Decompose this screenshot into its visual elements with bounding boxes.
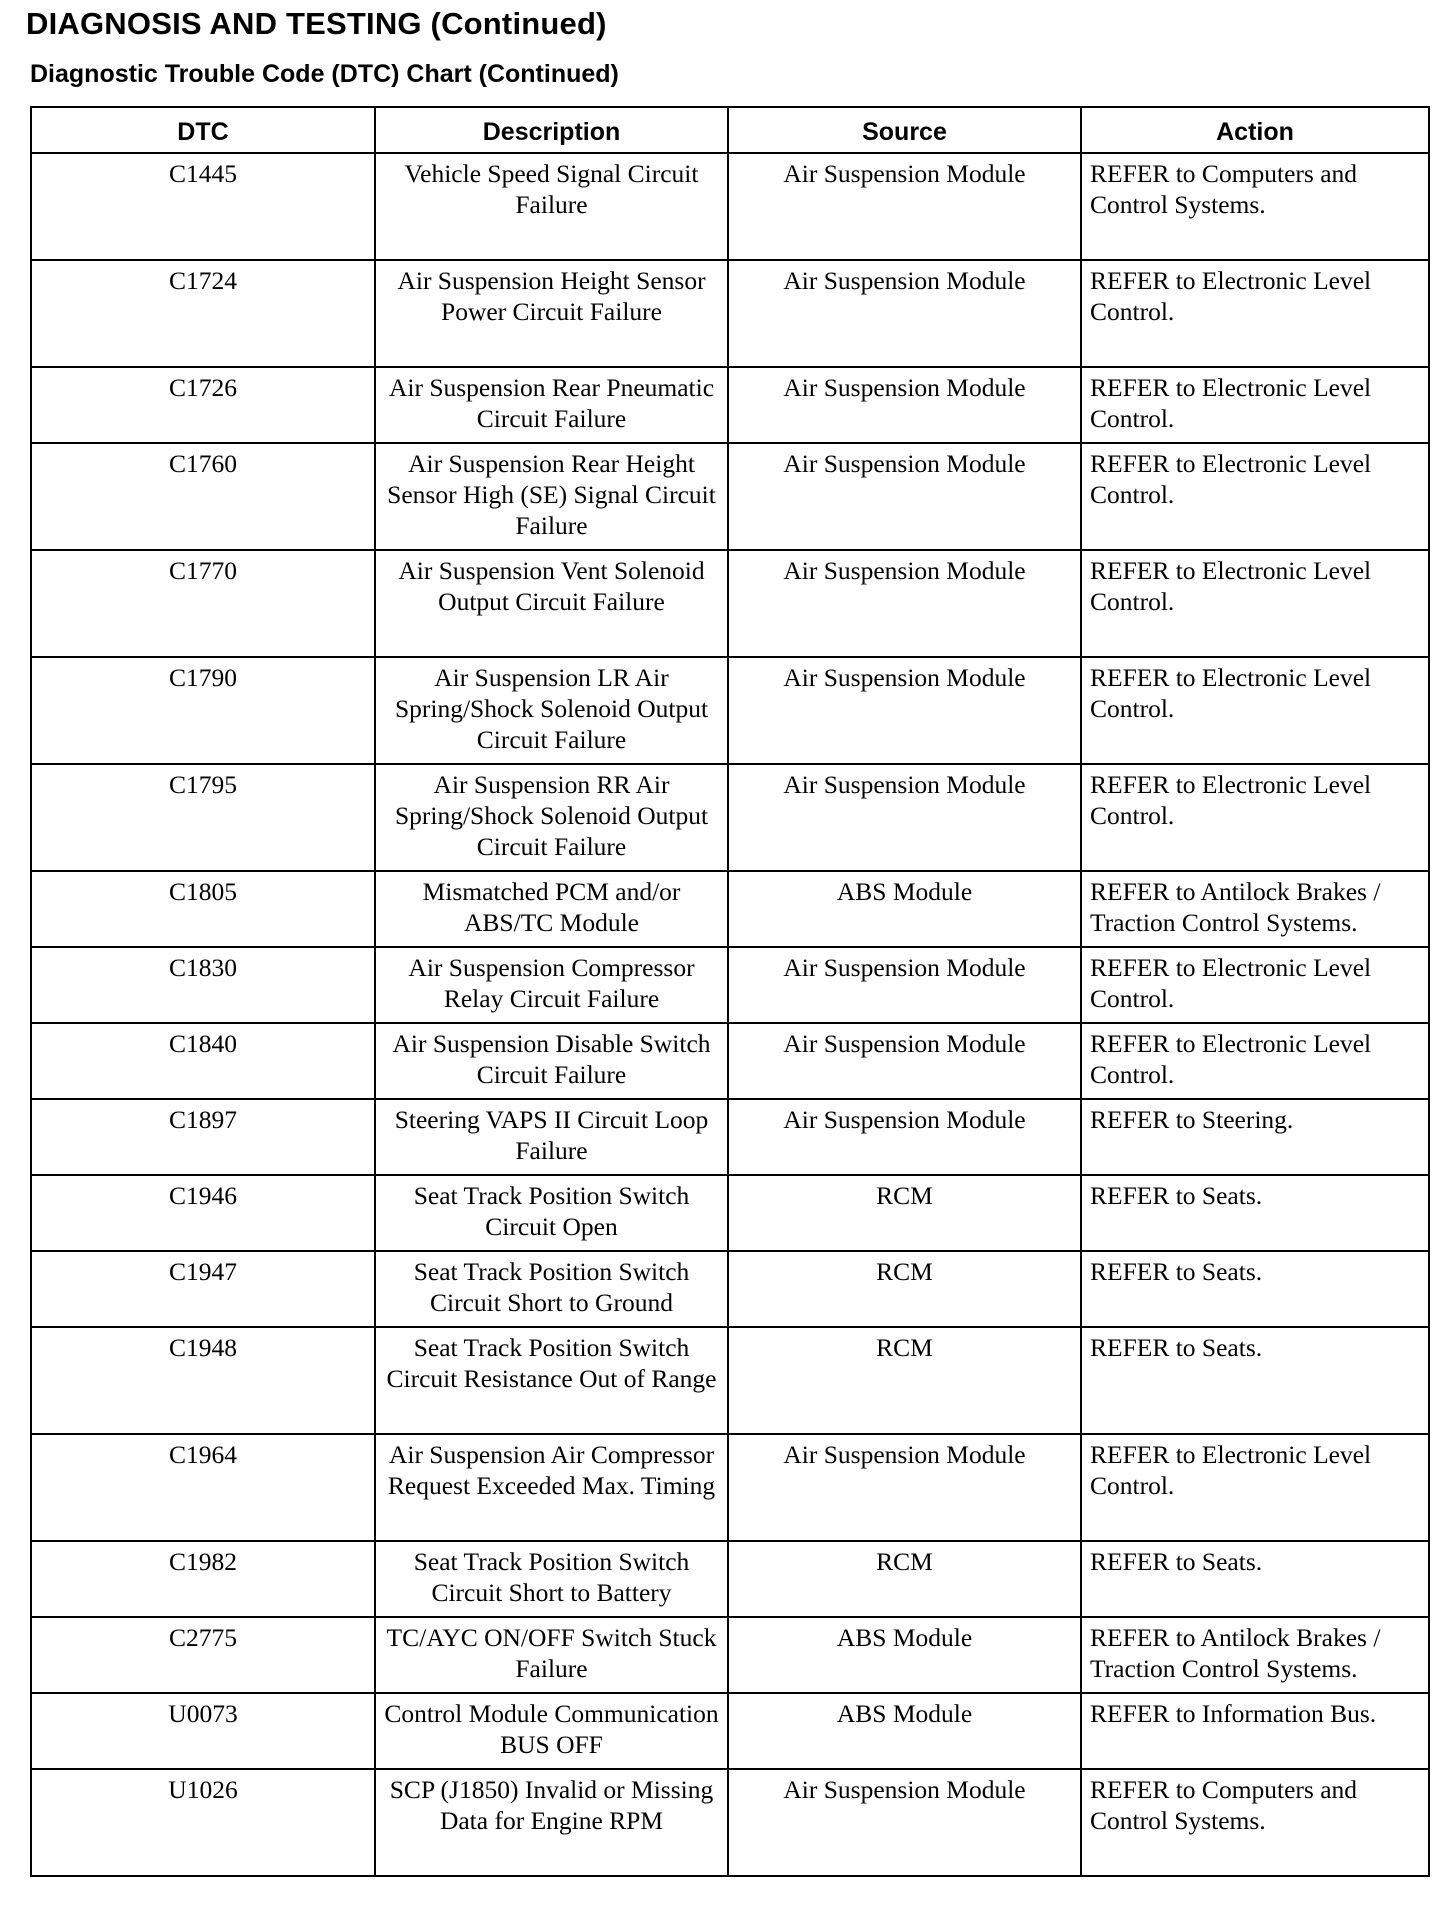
dtc-description: Vehicle Speed Signal Circuit Failure	[375, 153, 728, 260]
table-row	[31, 1023, 1429, 1099]
dtc-source: ABS Module	[728, 1617, 1081, 1693]
dtc-action: REFER to Electronic Level Control.	[1081, 1023, 1429, 1099]
dtc-description: TC/AYC ON/OFF Switch Stuck Failure	[375, 1617, 728, 1693]
table-row	[31, 260, 1429, 367]
dtc-action: REFER to Electronic Level Control.	[1081, 1434, 1429, 1541]
table-row	[31, 871, 1429, 947]
dtc-code: C1445	[31, 153, 375, 260]
dtc-description: Mismatched PCM and/or ABS/TC Module	[375, 871, 728, 947]
dtc-source: Air Suspension Module	[728, 764, 1081, 871]
dtc-action: REFER to Electronic Level Control.	[1081, 443, 1429, 550]
dtc-source: RCM	[728, 1327, 1081, 1434]
dtc-code: U0073	[31, 1693, 375, 1769]
dtc-action: REFER to Seats.	[1081, 1251, 1429, 1327]
dtc-source: Air Suspension Module	[728, 1099, 1081, 1175]
table-row	[31, 1327, 1429, 1434]
page-title: DIAGNOSIS AND TESTING (Continued)	[26, 6, 607, 41]
dtc-description: Seat Track Position Switch Circuit Open	[375, 1175, 728, 1251]
dtc-chart-table	[30, 106, 1430, 1877]
dtc-source: Air Suspension Module	[728, 1434, 1081, 1541]
dtc-source: RCM	[728, 1541, 1081, 1617]
table-row	[31, 764, 1429, 871]
dtc-description: Air Suspension Vent Solenoid Output Circuit Failure	[375, 550, 728, 657]
dtc-description: Control Module Communication BUS OFF	[375, 1693, 728, 1769]
table-row	[31, 1434, 1429, 1541]
dtc-description: Air Suspension Air Compressor Request Exceeded Max. Timing	[375, 1434, 728, 1541]
dtc-action: REFER to Information Bus.	[1081, 1693, 1429, 1769]
dtc-action: REFER to Electronic Level Control.	[1081, 657, 1429, 764]
dtc-code: C1964	[31, 1434, 375, 1541]
dtc-code: C1982	[31, 1541, 375, 1617]
dtc-source: Air Suspension Module	[728, 367, 1081, 443]
table-row	[31, 947, 1429, 1023]
dtc-code: C1805	[31, 871, 375, 947]
dtc-description: Air Suspension Height Sensor Power Circuit Failure	[375, 260, 728, 367]
table-row	[31, 443, 1429, 550]
dtc-action: REFER to Antilock Brakes / Traction Control Systems.	[1081, 1617, 1429, 1693]
dtc-source: ABS Module	[728, 1693, 1081, 1769]
dtc-code: C1946	[31, 1175, 375, 1251]
table-row	[31, 1769, 1429, 1876]
dtc-description: Seat Track Position Switch Circuit Short to Ground	[375, 1251, 728, 1327]
dtc-action: REFER to Computers and Control Systems.	[1081, 153, 1429, 260]
table-row	[31, 1099, 1429, 1175]
dtc-description: Seat Track Position Switch Circuit Resistance Out of Range	[375, 1327, 728, 1434]
dtc-code: C1726	[31, 367, 375, 443]
dtc-action: REFER to Computers and Control Systems.	[1081, 1769, 1429, 1876]
dtc-action: REFER to Electronic Level Control.	[1081, 260, 1429, 367]
dtc-action: REFER to Electronic Level Control.	[1081, 947, 1429, 1023]
dtc-code: C1770	[31, 550, 375, 657]
dtc-source: Air Suspension Module	[728, 550, 1081, 657]
dtc-source: Air Suspension Module	[728, 1769, 1081, 1876]
section-title: Diagnostic Trouble Code (DTC) Chart (Continued)	[30, 60, 619, 88]
dtc-source: RCM	[728, 1175, 1081, 1251]
dtc-code: C1897	[31, 1099, 375, 1175]
dtc-source: Air Suspension Module	[728, 443, 1081, 550]
table-row	[31, 1693, 1429, 1769]
dtc-action: REFER to Electronic Level Control.	[1081, 764, 1429, 871]
table-row	[31, 1251, 1429, 1327]
dtc-description: Seat Track Position Switch Circuit Short to Battery	[375, 1541, 728, 1617]
dtc-description: Air Suspension LR Air Spring/Shock Solenoid Output Circuit Failure	[375, 657, 728, 764]
dtc-action: REFER to Seats.	[1081, 1327, 1429, 1434]
dtc-source: Air Suspension Module	[728, 153, 1081, 260]
dtc-code: C1760	[31, 443, 375, 550]
dtc-description: Air Suspension RR Air Spring/Shock Solenoid Output Circuit Failure	[375, 764, 728, 871]
dtc-code: C1840	[31, 1023, 375, 1099]
dtc-code: C1830	[31, 947, 375, 1023]
table-row	[31, 550, 1429, 657]
dtc-action: REFER to Electronic Level Control.	[1081, 367, 1429, 443]
dtc-code: C2775	[31, 1617, 375, 1693]
dtc-source: Air Suspension Module	[728, 260, 1081, 367]
table-row	[31, 1541, 1429, 1617]
dtc-description: SCP (J1850) Invalid or Missing Data for Engine RPM	[375, 1769, 728, 1876]
table-row	[31, 657, 1429, 764]
dtc-description: Air Suspension Compressor Relay Circuit Failure	[375, 947, 728, 1023]
table-header-row	[31, 107, 1429, 153]
dtc-source: Air Suspension Module	[728, 1023, 1081, 1099]
dtc-code: C1790	[31, 657, 375, 764]
table-row	[31, 367, 1429, 443]
dtc-code: C1947	[31, 1251, 375, 1327]
header-action: Action	[1081, 107, 1429, 153]
header-dtc: DTC	[31, 107, 375, 153]
table-row	[31, 153, 1429, 260]
dtc-action: REFER to Antilock Brakes / Traction Control Systems.	[1081, 871, 1429, 947]
dtc-source: Air Suspension Module	[728, 657, 1081, 764]
dtc-source: RCM	[728, 1251, 1081, 1327]
dtc-action: REFER to Seats.	[1081, 1541, 1429, 1617]
table-row	[31, 1617, 1429, 1693]
dtc-description: Air Suspension Rear Height Sensor High (SE) Signal Circuit Failure	[375, 443, 728, 550]
dtc-description: Air Suspension Disable Switch Circuit Failure	[375, 1023, 728, 1099]
dtc-description: Air Suspension Rear Pneumatic Circuit Failure	[375, 367, 728, 443]
dtc-action: REFER to Electronic Level Control.	[1081, 550, 1429, 657]
dtc-code: C1724	[31, 260, 375, 367]
dtc-code: C1948	[31, 1327, 375, 1434]
dtc-action: REFER to Seats.	[1081, 1175, 1429, 1251]
table-row	[31, 1175, 1429, 1251]
dtc-code: C1795	[31, 764, 375, 871]
dtc-action: REFER to Steering.	[1081, 1099, 1429, 1175]
header-description: Description	[375, 107, 728, 153]
dtc-source: ABS Module	[728, 871, 1081, 947]
header-source: Source	[728, 107, 1081, 153]
dtc-description: Steering VAPS II Circuit Loop Failure	[375, 1099, 728, 1175]
dtc-code: U1026	[31, 1769, 375, 1876]
dtc-source: Air Suspension Module	[728, 947, 1081, 1023]
